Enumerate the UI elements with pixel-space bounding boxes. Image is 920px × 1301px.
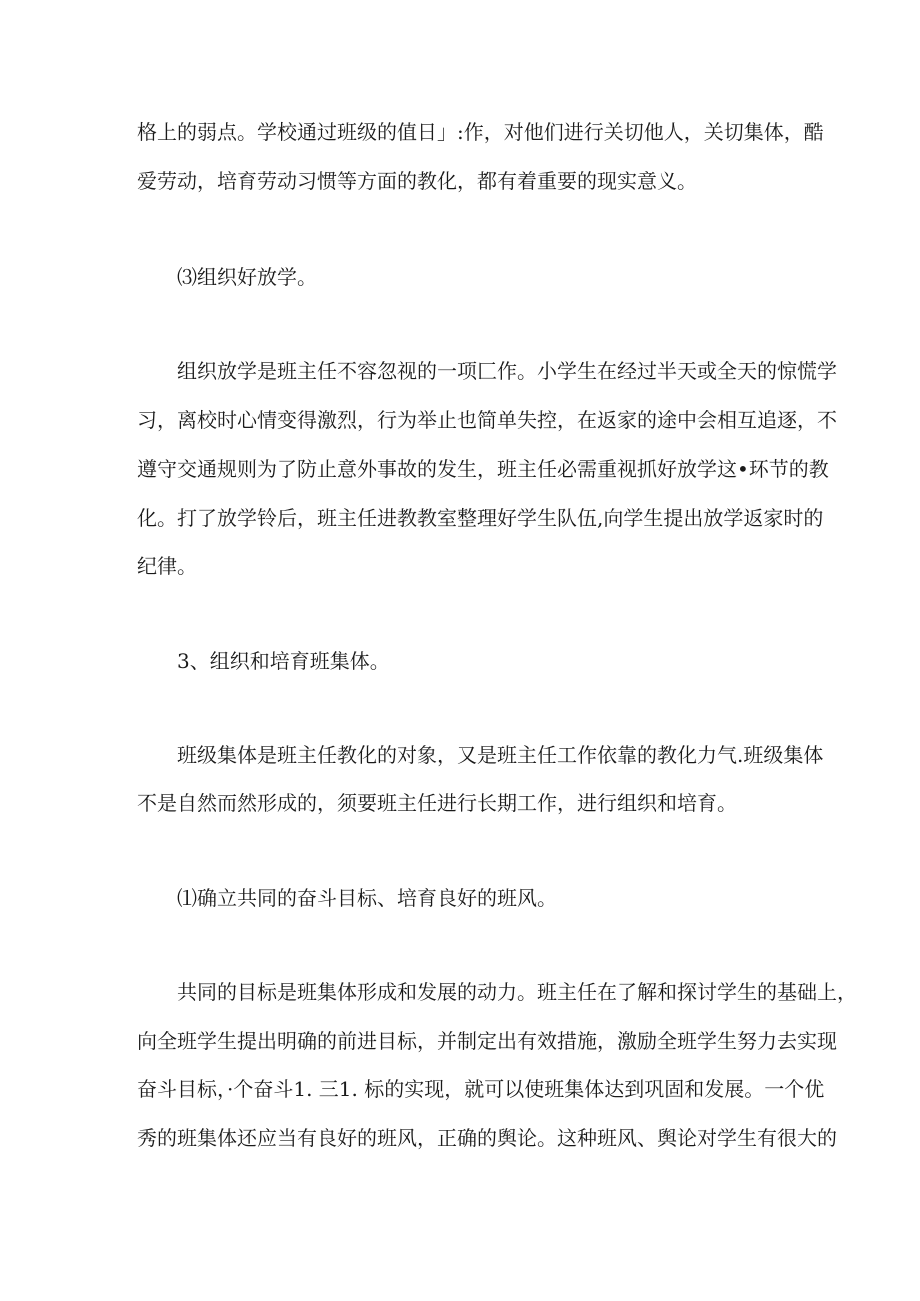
paragraph-3-line-1: 班级集体是班主任教化的对象，又是班主任工作依靠的教化力气.班级集体 <box>177 743 824 767</box>
paragraph-2-line-5: 纪律。 <box>137 554 197 578</box>
paragraph-4-line-1: 共同的目标是班集体形成和发展的动力。班主任在了解和探讨学生的基础上， <box>177 980 857 1004</box>
section-3-title: 3、组织和培育班集体。 <box>177 649 390 673</box>
paragraph-2-line-3: 遵守交通规则为了防止意外事故的发生，班主任必需重视抓好放学这•环节的教 <box>137 457 829 481</box>
paragraph-2-line-1: 组织放学是班主任不容忽视的一项匚作。小学生在经过半天或全天的惊慌学 <box>177 359 837 383</box>
subheading-organize-dismissal: ⑶组织好放学。 <box>177 265 317 289</box>
subheading-common-goal: ⑴确立共同的奋斗目标、培育良好的班风。 <box>177 886 557 910</box>
paragraph-1-line-1: 格上的弱点。学校通过班级的值日」:作，对他们进行关切他人，关切集体，酷 <box>137 120 824 144</box>
paragraph-4-line-3: 奋斗目标，·个奋斗1. 三1. 标的实现，就可以使班集体达到巩固和发展。一个优 <box>137 1077 825 1101</box>
paragraph-2-line-4: 化。打了放学铃后，班主任进教教室整理好学生队伍,向学生提出放学返家时的 <box>137 506 824 530</box>
paragraph-4-line-4: 秀的班集体还应当有良好的班风，正确的舆论。这种班风、舆论对学生有很大的 <box>137 1126 837 1150</box>
paragraph-3-line-2: 不是自然而然形成的，须要班主任进行长期工作，进行组织和培育。 <box>137 791 737 815</box>
paragraph-2-line-2: 习，离校时心情变得激烈，行为举止也简单失控，在返家的途中会相互追逐，不 <box>137 408 837 432</box>
paragraph-4-line-2: 向全班学生提出明确的前进目标，并制定出有效措施，激励全班学生努力去实现 <box>137 1029 837 1053</box>
paragraph-1-line-2: 爱劳动，培育劳动习惯等方面的教化，都有着重要的现实意义。 <box>137 169 697 193</box>
